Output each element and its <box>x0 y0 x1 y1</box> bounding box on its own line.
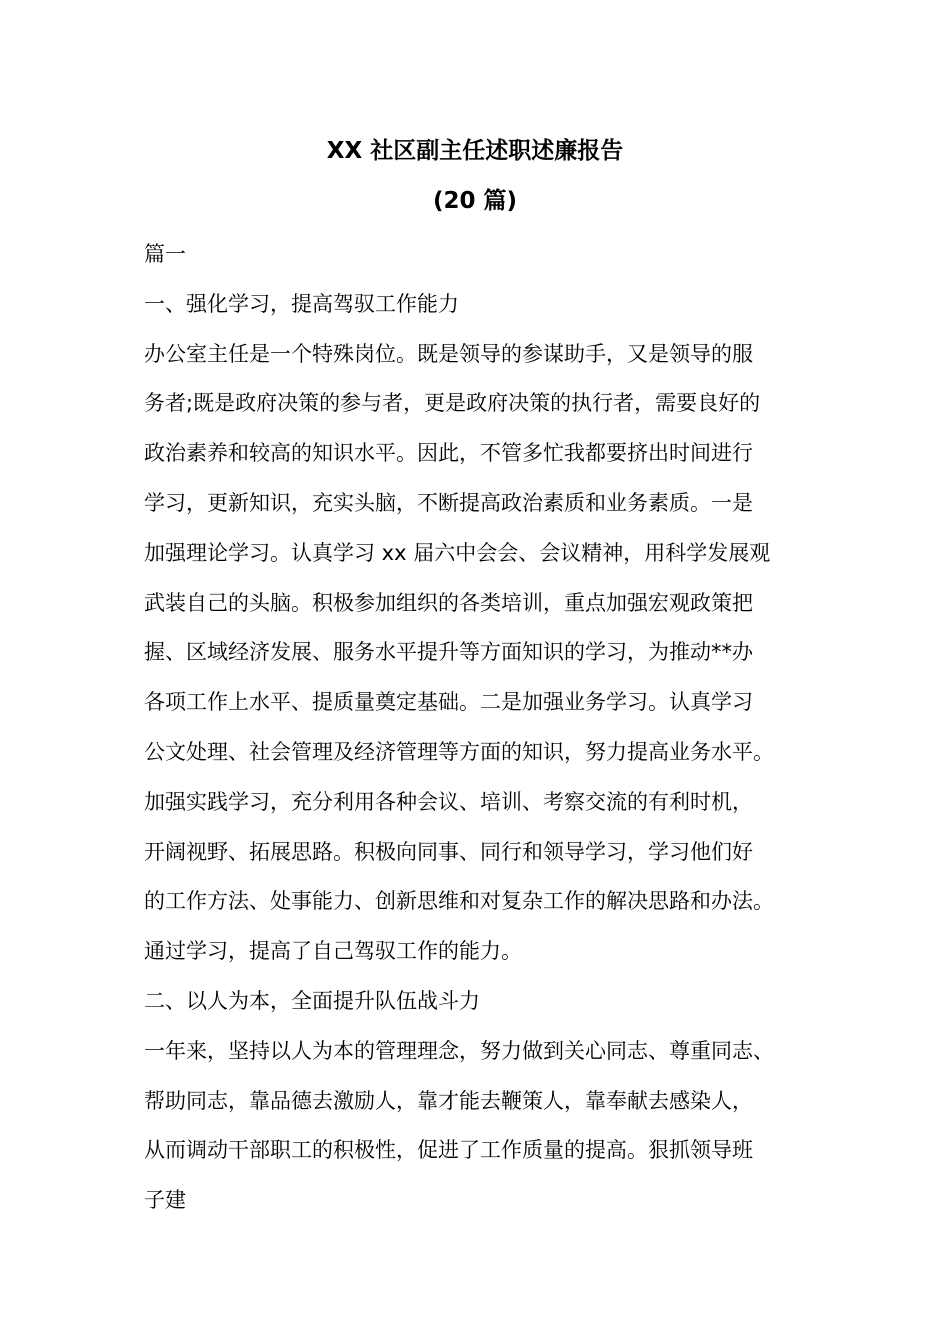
paragraph-line: 政治素养和较高的知识水平。因此，不管多忙我都要挤出时间进行 <box>144 441 753 466</box>
paragraph-line: 公文处理、社会管理及经济管理等方面的知识，努力提高业务水平。 <box>144 739 774 764</box>
paragraph-line: 帮助同志，靠品德去激励人，靠才能去鞭策人，靠奉献去感染人， <box>144 1088 753 1113</box>
document-body <box>144 230 824 1226</box>
paragraph-line: 的工作方法、处事能力、创新思维和对复杂工作的解决思路和办法。 <box>144 889 774 914</box>
document-subtitle: (20 篇) <box>432 188 518 214</box>
paragraph-line: 加强理论学习。认真学习 xx 届六中会会、会议精神，用科学发展观 <box>144 540 771 565</box>
paragraph-line: 务者;既是政府决策的参与者，更是政府决策的执行者，需要良好的 <box>144 391 761 416</box>
paragraph-line: 学习，更新知识，充实头脑，不断提高政治素质和业务素质。一是 <box>144 490 753 515</box>
document-title: XX 社区副主任述职述廉报告 <box>326 138 624 164</box>
paragraph-line: 加强实践学习，充分利用各种会议、培训、考察交流的有利时机， <box>144 789 753 814</box>
paragraph-line: 从而调动干部职工的积极性，促进了工作质量的提高。狠抓领导班 <box>144 1138 753 1163</box>
paragraph-line: 办公室主任是一个特殊岗位。既是领导的参谋助手，又是领导的服 <box>144 341 753 366</box>
section-heading: 一、强化学习，提高驾驭工作能力 <box>144 291 459 316</box>
paragraph-line: 握、区域经济发展、服务水平提升等方面知识的学习，为推动**办 <box>144 640 753 665</box>
paragraph-line: 通过学习，提高了自己驾驭工作的能力。 <box>144 939 522 964</box>
paragraph-line: 各项工作上水平、提质量奠定基础。二是加强业务学习。认真学习 <box>144 690 753 715</box>
paragraph-line: 一年来，坚持以人为本的管理理念，努力做到关心同志、尊重同志、 <box>144 1038 774 1063</box>
paragraph-line: 武装自己的头脑。积极参加组织的各类培训，重点加强宏观政策把 <box>144 590 753 615</box>
section-heading: 二、以人为本，全面提升队伍战斗力 <box>144 988 480 1013</box>
paragraph-line: 子建 <box>144 1188 186 1213</box>
section-label: 篇一 <box>144 242 186 266</box>
paragraph-line: 开阔视野、拓展思路。积极向同事、同行和领导学习，学习他们好 <box>144 839 753 864</box>
